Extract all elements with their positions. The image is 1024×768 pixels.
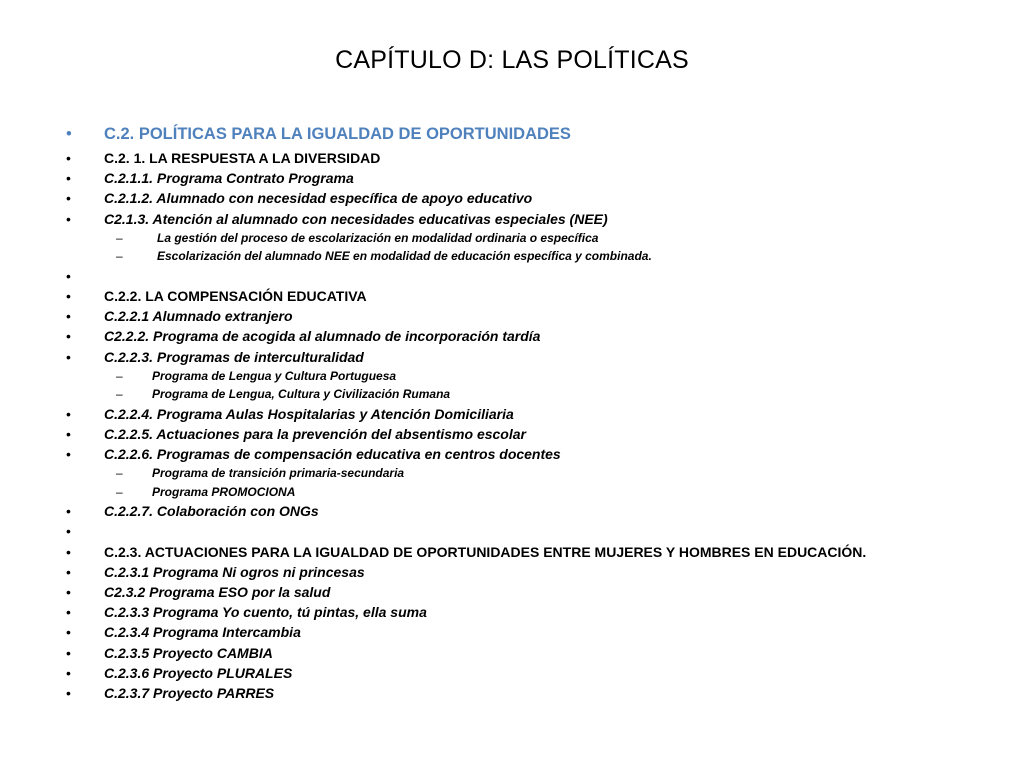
- dash-icon: –: [116, 249, 123, 264]
- list-item: [66, 501, 966, 521]
- slide-title: CAPÍTULO D: LAS POLÍTICAS: [335, 46, 689, 74]
- list-item: [66, 424, 966, 444]
- list-item: [66, 663, 966, 683]
- list-item: [66, 404, 966, 424]
- list-item: [66, 286, 966, 306]
- bullet-icon: •: [66, 348, 71, 365]
- bullet-icon: •: [66, 503, 71, 520]
- list-item-text: C.2.3.7 Proyecto PARRES: [104, 684, 275, 701]
- bullet-list: [66, 121, 966, 703]
- list-item-text: C.2.3.1 Programa Ni ogros ni princesas: [104, 563, 365, 580]
- bullet-icon: •: [66, 624, 71, 641]
- dash-icon: –: [116, 484, 123, 499]
- list-item-text: Programa de Lengua, Cultura y Civilización Rumana: [152, 387, 451, 402]
- list-item-text: C.2. 1. LA RESPUESTA A LA DIVERSIDAD: [104, 150, 381, 166]
- list-item: [66, 326, 966, 346]
- list-item-text: C.2.3.4 Programa Intercambia: [104, 624, 301, 641]
- list-item-text: C.2.2.5. Actuaciones para la prevención del absentismo escolar: [104, 425, 526, 442]
- list-item-text: C.2.2. LA COMPENSACIÓN EDUCATIVA: [104, 287, 367, 304]
- dash-icon: –: [116, 466, 123, 481]
- bullet-icon: •: [66, 170, 71, 187]
- sub-list-item: [66, 464, 966, 483]
- sub-list-item: [66, 367, 966, 386]
- sub-list-item: [66, 229, 966, 248]
- list-item: [66, 542, 966, 562]
- list-item: [66, 521, 966, 541]
- bullet-icon: •: [66, 446, 71, 463]
- list-item-text: C2.2.2. Programa de acogida al alumnado de incorporación tardía: [104, 328, 541, 345]
- bullet-icon: •: [66, 563, 71, 580]
- list-item: [66, 683, 966, 703]
- bullet-icon: •: [66, 287, 71, 304]
- list-item: [66, 347, 966, 367]
- bullet-icon: •: [66, 150, 71, 166]
- list-item: [66, 622, 966, 642]
- list-item-text: C.2.3.5 Proyecto CAMBIA: [104, 644, 273, 661]
- list-item-text: Programa de Lengua y Cultura Portuguesa: [152, 368, 397, 383]
- list-item: [66, 266, 966, 286]
- bullet-icon: •: [66, 584, 71, 600]
- list-item-text: Programa PROMOCIONA: [152, 484, 296, 499]
- list-item-text: C.2.2.7. Colaboración con ONGs: [104, 503, 319, 520]
- list-item: [66, 209, 966, 229]
- bullet-icon: •: [66, 190, 71, 207]
- list-item-text: Escolarización del alumnado NEE en modalidad de educación específica y combinada.: [157, 249, 652, 264]
- list-item: [66, 306, 966, 326]
- bullet-icon: •: [66, 328, 71, 345]
- list-item-text: C.2.2.4. Programa Aulas Hospitalarias y Atención Domiciliaria: [104, 405, 514, 422]
- bullet-icon: •: [66, 604, 71, 621]
- list-item: [66, 582, 966, 602]
- list-item: [66, 168, 966, 188]
- list-item-text: C.2. POLÍTICAS PARA LA IGUALDAD DE OPORTUNIDADES: [104, 125, 571, 143]
- bullet-icon: •: [66, 267, 71, 284]
- bullet-icon: •: [66, 125, 72, 143]
- sub-list-item: [66, 385, 966, 404]
- bullet-icon: •: [66, 664, 71, 681]
- list-item-text: C.2.3.6 Proyecto PLURALES: [104, 664, 293, 681]
- list-item-text: C.2.2.3. Programas de interculturalidad: [104, 348, 364, 365]
- bullet-icon: •: [66, 543, 71, 560]
- list-item: [66, 444, 966, 464]
- bullet-icon: •: [66, 644, 71, 661]
- dash-icon: –: [116, 368, 123, 383]
- list-item-text: C.2.1.1. Programa Contrato Programa: [104, 170, 354, 187]
- list-item: [66, 643, 966, 663]
- bullet-icon: •: [66, 523, 71, 540]
- list-item: [66, 148, 966, 168]
- list-item-text: C.2.3. ACTUACIONES PARA LA IGUALDAD DE OPORTUNIDADES ENTRE MUJERES Y HOMBRES EN EDUCACIÓN.: [104, 543, 867, 560]
- list-item: [66, 562, 966, 582]
- list-item-text: C.2.1.2. Alumnado con necesidad específica de apoyo educativo: [104, 190, 533, 207]
- list-item-text: C2.3.2 Programa ESO por la salud: [104, 584, 331, 600]
- bullet-icon: •: [66, 308, 71, 325]
- list-item-text: Programa de transición primaria-secundaria: [152, 466, 405, 481]
- sub-list-item: [66, 247, 966, 266]
- bullet-icon: •: [66, 684, 71, 701]
- sub-list-item: [66, 483, 966, 502]
- list-item-text: C.2.2.1 Alumnado extranjero: [104, 308, 293, 325]
- dash-icon: –: [116, 387, 123, 402]
- list-item: [66, 602, 966, 622]
- list-item-text: C2.1.3. Atención al alumnado con necesidades educativas especiales (NEE): [104, 210, 608, 227]
- bullet-icon: •: [66, 405, 71, 422]
- section-heading: [66, 121, 966, 148]
- dash-icon: –: [116, 230, 123, 245]
- list-item-text: La gestión del proceso de escolarización en modalidad ordinaria o específica: [157, 230, 599, 245]
- list-item: [66, 188, 966, 208]
- list-item-text: C.2.2.6. Programas de compensación educativa en centros docentes: [104, 446, 561, 463]
- bullet-icon: •: [66, 425, 71, 442]
- bullet-icon: •: [66, 210, 71, 227]
- list-item-text: C.2.3.3 Programa Yo cuento, tú pintas, ella suma: [104, 604, 427, 621]
